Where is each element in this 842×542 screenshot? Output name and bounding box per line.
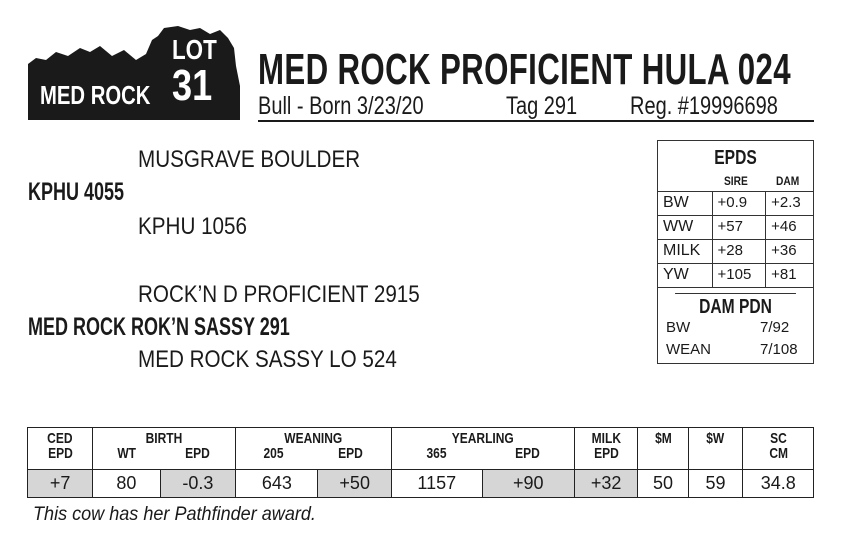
epd-trait: MILK — [658, 240, 712, 264]
value-ced-epd: +7 — [28, 470, 93, 498]
header-yearling: YEARLING 365 EPD — [392, 428, 575, 470]
epd-table — [658, 191, 813, 288]
value-yearling-epd: +90 — [482, 470, 575, 498]
value-milk-epd: +32 — [575, 470, 638, 498]
epd-dam-value: +81 — [766, 264, 813, 288]
epd-row — [658, 192, 813, 216]
pedigree-sire-dam: KPHU 1056 — [138, 213, 248, 240]
lot-label: LOT — [172, 34, 217, 65]
header-sm: $M — [638, 428, 689, 470]
epd-dam-value: +36 — [766, 240, 813, 264]
epd-row — [658, 264, 813, 288]
epd-sire-value: +0.9 — [712, 192, 766, 216]
header-ced: CED EPD — [28, 428, 93, 470]
epd-trait: WW — [658, 216, 712, 240]
sex-birthdate: Bull - Born 3/23/20 — [258, 92, 424, 120]
pedigree-dam-dam: MED ROCK SASSY LO 524 — [138, 346, 397, 373]
value-birth-wt: 80 — [93, 470, 160, 498]
stats-header-row — [28, 428, 814, 470]
animal-name-title: MED ROCK PROFICIENT HULA 024 — [258, 45, 791, 94]
epd-dam-value: +2.3 — [766, 192, 813, 216]
epd-sire-value: +57 — [712, 216, 766, 240]
value-weaning-epd: +50 — [318, 470, 392, 498]
epd-dam-value: +46 — [766, 216, 813, 240]
epd-trait: BW — [658, 192, 712, 216]
tag-number: Tag 291 — [506, 92, 578, 120]
epd-box — [657, 140, 814, 364]
value-birth-epd: -0.3 — [160, 470, 236, 498]
header-weaning: WEANING 205 EPD — [236, 428, 392, 470]
value-sc: 34.8 — [743, 470, 814, 498]
epd-row — [658, 240, 813, 264]
epd-col-dam: DAM — [776, 174, 800, 188]
epd-sire-value: +105 — [712, 264, 766, 288]
value-sw: 59 — [688, 470, 743, 498]
dam-pdn-trait: WEAN — [666, 341, 711, 358]
pedigree-sire-sire: MUSGRAVE BOULDER — [138, 146, 361, 173]
pedigree-dam-sire: ROCK’N D PROFICIENT 2915 — [138, 281, 420, 308]
dam-pdn-title: DAM PDN — [675, 293, 796, 319]
header-sw: $W — [688, 428, 743, 470]
header-divider — [258, 120, 814, 122]
epd-trait: YW — [658, 264, 712, 288]
lot-number: 31 — [172, 61, 213, 110]
epd-col-sire: SIRE — [724, 174, 748, 188]
registration-number: Reg. #19996698 — [630, 92, 778, 120]
header-birth: BIRTH WT EPD — [93, 428, 236, 470]
epd-sire-value: +28 — [712, 240, 766, 264]
value-yearling-365: 1157 — [392, 470, 482, 498]
header-sc: SC CM — [743, 428, 814, 470]
epd-row — [658, 216, 813, 240]
performance-table — [27, 427, 814, 498]
dam-pdn-trait: BW — [666, 319, 691, 336]
value-sm: 50 — [638, 470, 689, 498]
footnote: This cow has her Pathfinder award. — [33, 504, 316, 525]
header-milk: MILK EPD — [575, 428, 638, 470]
brand-name: MED ROCK — [40, 80, 151, 110]
dam-pdn-value: 7/108 — [760, 341, 798, 358]
pedigree-dam: MED ROCK ROK’N SASSY 291 — [28, 313, 290, 341]
stats-value-row — [28, 470, 814, 498]
value-weaning-205: 643 — [236, 470, 318, 498]
epds-title: EPDS — [714, 147, 757, 169]
pedigree-sire: KPHU 4055 — [28, 178, 125, 206]
dam-pdn-value: 7/92 — [760, 319, 790, 336]
